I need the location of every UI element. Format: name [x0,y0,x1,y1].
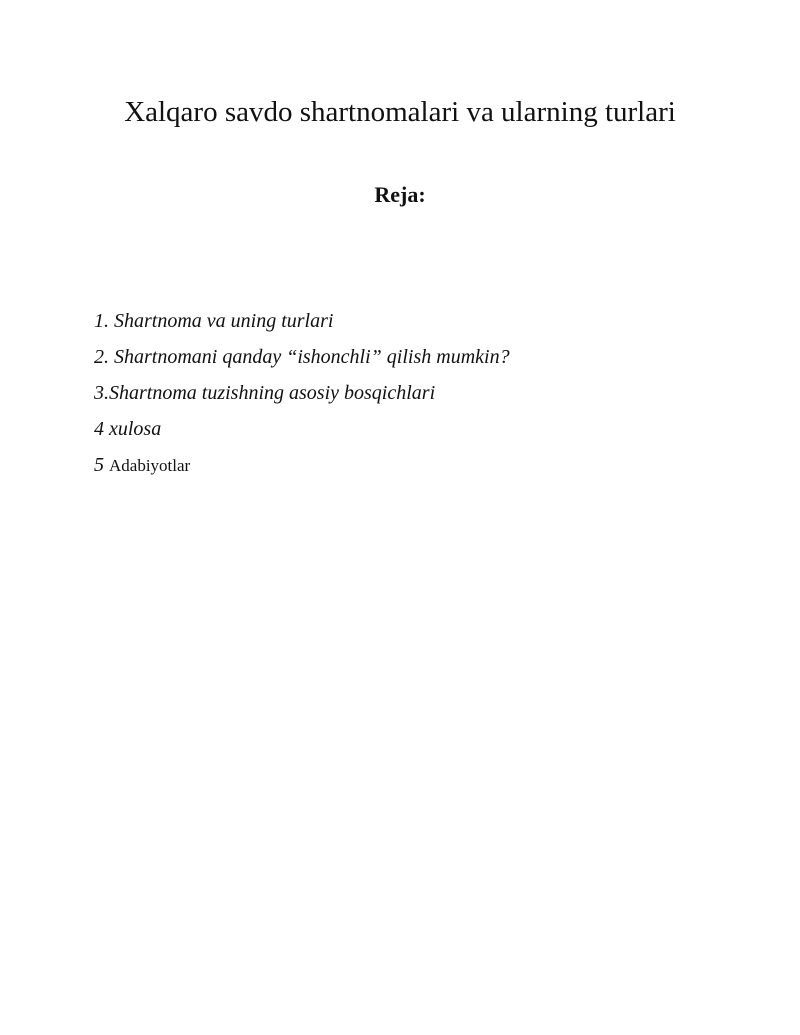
plan-item-5-number: 5 [94,454,104,476]
plan-item-1: 1. Shartnoma va uning turlari [94,310,334,332]
plan-item-5-label: Adabiyotlar [109,456,191,475]
plan-heading: Reja: [374,182,426,207]
plan-item-3: 3.Shartnoma tuzishning asosiy bosqichlari [94,382,436,404]
plan-list [94,306,510,486]
document-title: Xalqaro savdo shartnomalari va ularning turlari [124,96,676,128]
plan-item-5 [94,450,510,486]
plan-item-4: 4 xulosa [94,418,162,440]
plan-item-2: 2. Shartnomani qanday “ishonchli” qilish mumkin? [94,346,510,368]
